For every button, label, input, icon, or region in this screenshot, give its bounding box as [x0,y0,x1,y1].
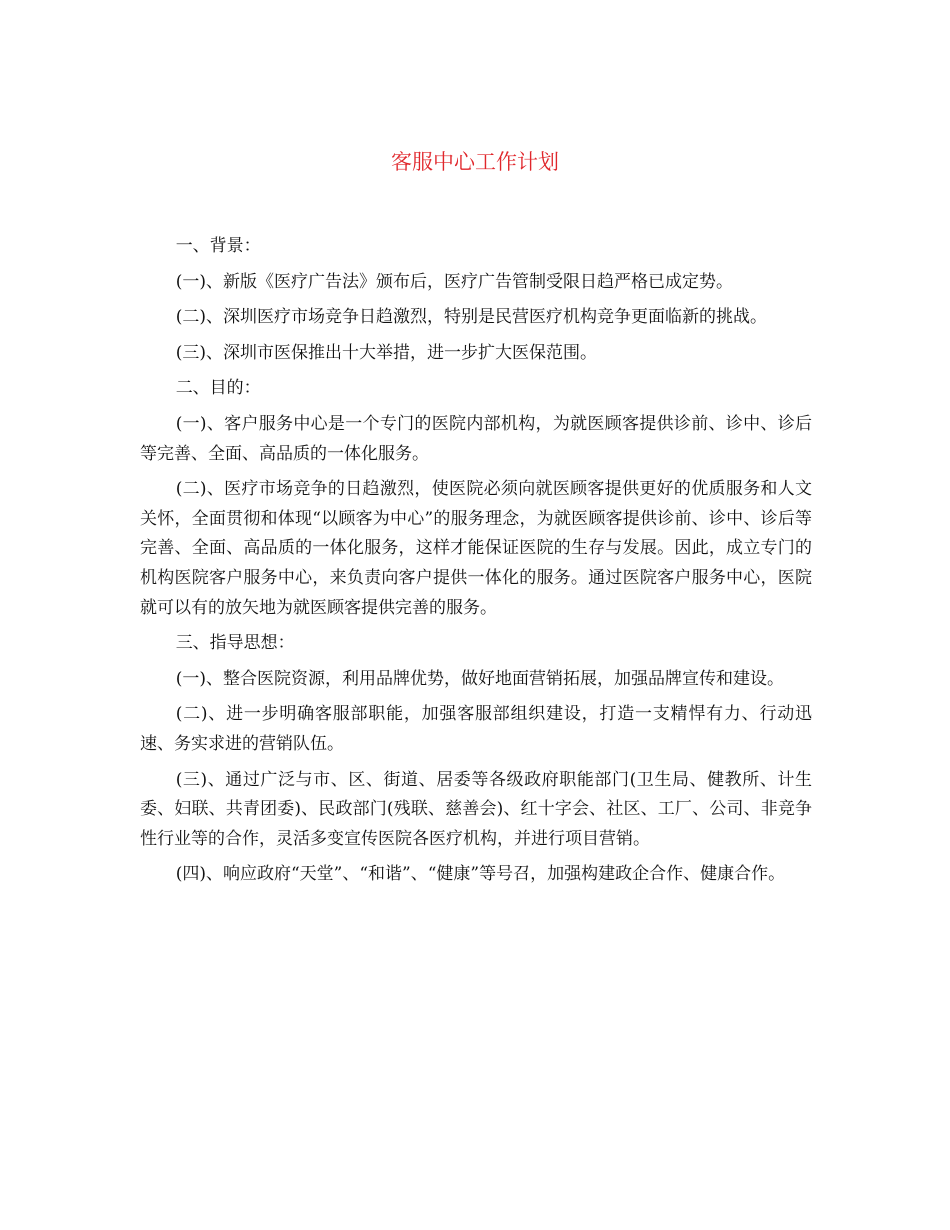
document-body [140,232,812,896]
paragraph: (四)、响应政府“天堂”、“和谐”、“健康”等号召，加强构建政企合作、健康合作。 [175,864,786,885]
paragraph: (三)、通过广泛与市、区、街道、居委等各级政府职能部门(卫生局、健教所、计生委、妇联、共青团委)、民政部门(残联、慈善会)、红十字会、社区、工厂、公司、非竞争性行业等的合作，灵活多变宣传医院各医疗机构，并进行项目营销。 [140,769,812,849]
paragraph: (二)、深圳医疗市场竞争日趋激烈，特别是民营医疗机构竞争更面临新的挑战。 [175,307,767,328]
section-heading-purpose: 二、目的： [175,378,261,399]
paragraph: (一)、新版《医疗广告法》颁布后，医疗广告管制受限日趋严格已成定势。 [175,271,733,292]
paragraph: (三)、深圳市医保推出十大举措，进一步扩大医保范围。 [175,342,597,363]
section-heading-background: 一、背景： [175,236,261,256]
paragraph: (二)、进一步明确客服部职能，加强客服部组织建设，打造一支精悍有力、行动迅速、务实求进的营销队伍。 [140,704,812,754]
paragraph: (一)、客户服务中心是一个专门的医院内部机构，为就医顾客提供诊前、诊中、诊后等完善、全面、高品质的一体化服务。 [140,413,812,464]
paragraph: (二)、医疗市场竞争的日趋激烈，使医院必须向就医顾客提供更好的优质服务和人文关怀，全面贯彻和体现“以顾客为中心”的服务理念，为就医顾客提供诊前、诊中、诊后等完善、全面、高品质的一体化服务，这样才能保证医院的生存与发展。因此，成立专门的机构医院客户服务中心，来负责向客户提供一体化的服务。通过医院客户服务中心，医院就可以有的放矢地为就医顾客提供完善的服务。 [140,479,812,618]
document-title: 客服中心工作计划 [391,150,559,174]
paragraph: (一)、整合医院资源，利用品牌优势，做好地面营销拓展，加强品牌宣传和建设。 [175,668,784,689]
section-heading-guiding-ideas: 三、指导思想： [175,633,295,654]
